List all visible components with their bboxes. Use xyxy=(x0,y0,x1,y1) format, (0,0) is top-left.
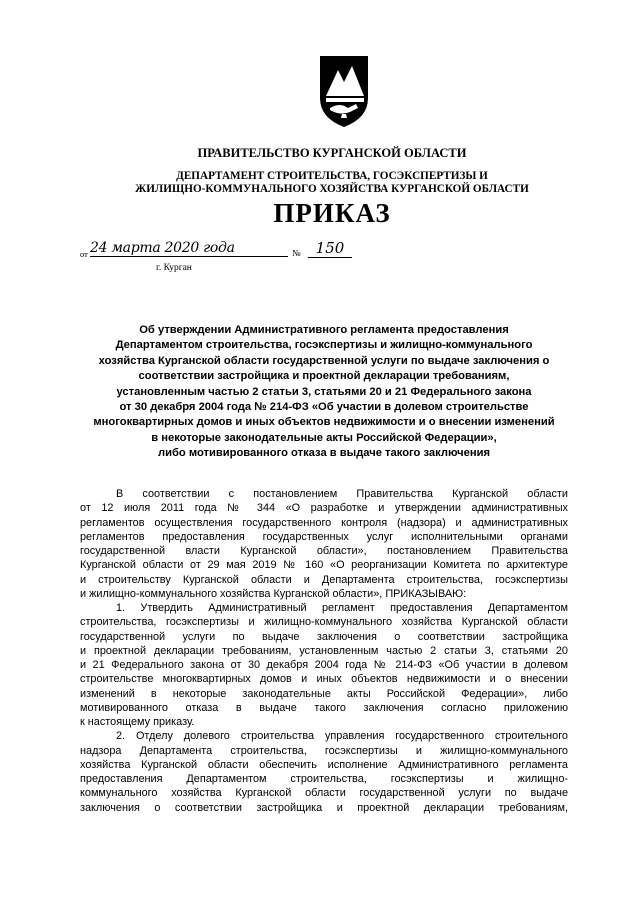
body-line: мотивированного отказа в выдаче такого заключения согласно приложению xyxy=(80,701,568,714)
department-name-line-2: ЖИЛИЩНО-КОММУНАЛЬНОГО ХОЗЯЙСТВА КУРГАНСКОЙ ОБЛАСТИ xyxy=(135,183,529,195)
date-prefix: от xyxy=(80,249,88,259)
subject-line: от 30 декабря 2004 года № 214-ФЗ «Об участии в долевом строительстве xyxy=(119,401,529,414)
department-name-line-1: ДЕПАРТАМЕНТ СТРОИТЕЛЬСТВА, ГОСЭКСПЕРТИЗЫ И xyxy=(176,170,488,182)
body-line: заключения о соответствии застройщика и проектной декларации требованиям, xyxy=(80,801,568,814)
body-line: государственной услуги по выдаче заключения о соответствии застройщика xyxy=(80,630,568,643)
body-line: от 12 июля 2011 года № 344 «О разработке и утверждении административных xyxy=(80,502,568,515)
body-line: и 21 Федерального закона от 30 декабря 2004 года № 214-ФЗ «Об участии в долевом xyxy=(80,659,568,671)
body-line: надзора Департамента строительства, госэкспертизы и жилищно-коммунального xyxy=(80,744,568,757)
subject-line: Об утверждении Административного регламента предоставления xyxy=(139,324,509,336)
body-line: Курганской области от 29 мая 2019 № 160 «О реорганизации Комитета по архитектуре xyxy=(80,559,568,572)
body-line: к настоящему приказу. xyxy=(80,716,195,728)
subject-line: в некоторые законодательные акты Российской Федерации», xyxy=(151,431,497,444)
body-line: регламентов предоставления государственных услуг исполнительными органами xyxy=(80,530,568,543)
date-number-row xyxy=(80,240,360,262)
order-subject xyxy=(84,323,564,462)
subject-line: соответствии застройщика и проектной декларации требованиям, xyxy=(138,370,510,383)
number-sign: № xyxy=(292,248,301,258)
subject-line: Департаментом строительства, госэкспертизы и жилищно-коммунального xyxy=(115,339,533,352)
body-line: 2. Отделу долевого строительства управления государственного строительного xyxy=(116,730,568,743)
body-line: строительства, госэкспертизы и жилищно-коммунального хозяйства Курганской области xyxy=(80,616,568,629)
body-line: и строительству Курганской области и Департамента строительства, госэкспертизы xyxy=(80,573,568,586)
body-line: коммунального хозяйства Курганской области государственной услуги по выдаче xyxy=(80,787,568,800)
body-line: регламентов осуществления государственного контроля (надзора) и административных xyxy=(80,516,568,529)
subject-line: хозяйства Курганской области государственной услуги по выдаче заключения о xyxy=(98,354,550,367)
body-line: строительстве многоквартирных домов и иных объектов недвижимости и о внесении xyxy=(80,673,568,686)
city-label: г. Курган xyxy=(156,263,192,273)
government-title: ПРАВИТЕЛЬСТВО КУРГАНСКОЙ ОБЛАСТИ xyxy=(197,146,467,160)
body-line: государственной власти Курганской области», постановлением Правительства xyxy=(80,545,568,557)
order-date: 24 марта 2020 года xyxy=(90,240,288,257)
subject-line: многоквартирных домов и иных объектов недвижимости и о внесении изменений xyxy=(93,416,555,429)
body-line: 1. Утвердить Административный регламент предоставления Департаментом xyxy=(116,602,568,614)
coat-of-arms-icon xyxy=(316,52,372,130)
order-number: 150 xyxy=(308,239,352,258)
body-line: и проектной декларации требованиям, установленным частью 2 статьи 3, статьями 20 xyxy=(80,644,568,657)
body-line: и жилищно-коммунального хозяйства Курганской области», ПРИКАЗЫВАЮ: xyxy=(80,587,467,600)
body-line: изменений в некоторые законодательные акты Российской Федерации», либо xyxy=(80,687,568,700)
subject-line: установленным частью 2 статьи 3, статьями 20 и 21 Федерального закона xyxy=(116,385,532,398)
body-line: В соответствии с постановлением Правительства Курганской области xyxy=(116,488,568,500)
document-type-title: ПРИКАЗ xyxy=(273,198,391,228)
subject-line: либо мотивированного отказа в выдаче такого заключения xyxy=(157,447,490,460)
body-line: хозяйства Курганской области обеспечить исполнение Административного регламента xyxy=(80,758,568,771)
body-line: предоставления Департаментом строительства, госэкспертизы и жилищно- xyxy=(80,773,568,785)
order-body xyxy=(80,487,568,815)
